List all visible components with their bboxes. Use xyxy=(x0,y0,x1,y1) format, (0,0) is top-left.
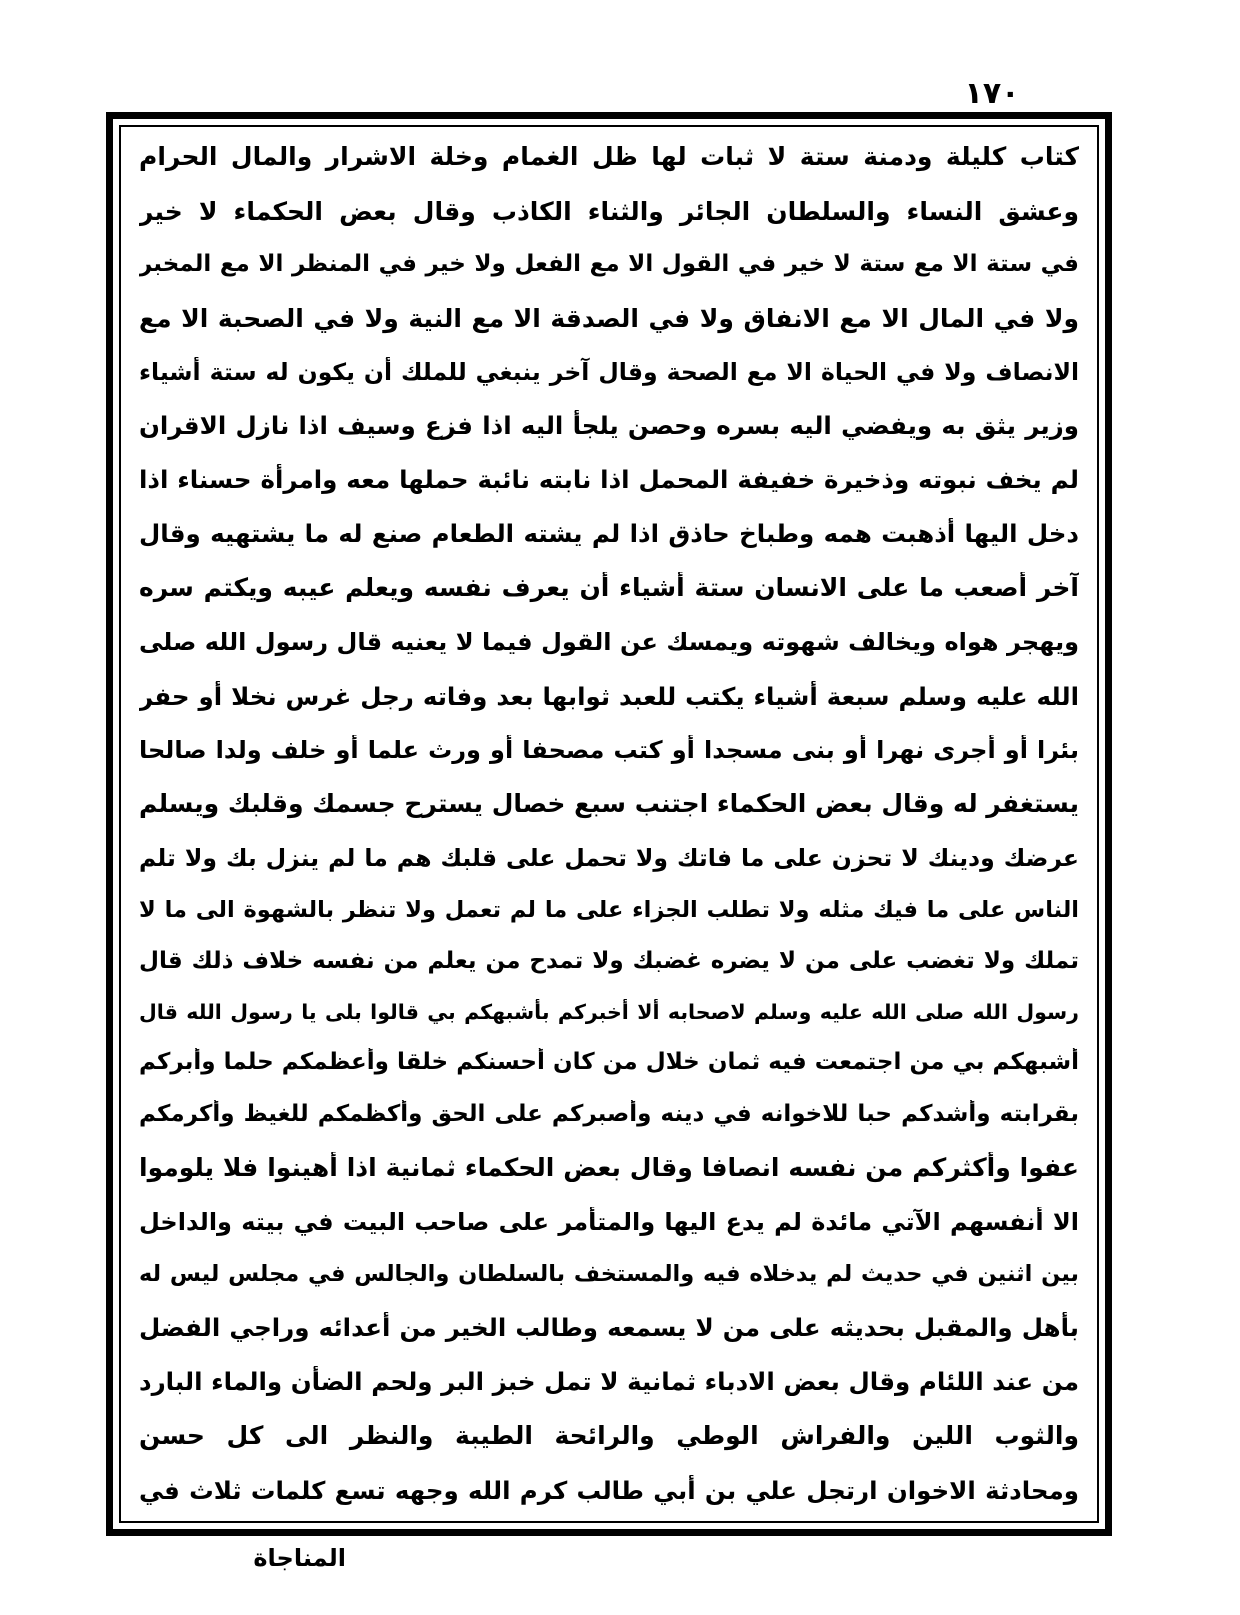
text-block xyxy=(139,141,1079,1507)
text-line: وزير يثق به ويفضي اليه بسره وحصن يلجأ اليه اذا فزع وسيف اذا نازل الاقران xyxy=(139,411,1079,441)
text-line: بئرا أو أجرى نهرا أو بنى مسجدا أو كتب مصحفا أو ورث علما أو خلف ولدا صالحا xyxy=(139,735,1079,764)
text-line: تملك ولا تغضب على من لا يضره غضبك ولا تمدح من يعلم من نفسه خلاف ذلك قال xyxy=(139,948,1079,974)
text-line: دخل اليها أذهبت همه وطباخ حاذق اذا لم يشته الطعام صنع له ما يشتهيه وقال xyxy=(139,519,1079,549)
text-line: أشبهكم بي من اجتمعت فيه ثمان خلال من كان أحسنكم خلقا وأعظمكم حلما وأبركم xyxy=(139,1049,1079,1075)
catchword: المناجاة xyxy=(253,1544,346,1572)
text-line: الله عليه وسلم سبعة أشياء يكتب للعبد ثوابها بعد وفاته رجل غرس نخلا أو حفر xyxy=(139,681,1079,711)
text-line: آخر أصعب ما على الانسان ستة أشياء أن يعرف نفسه ويعلم عيبه ويكتم سره xyxy=(139,573,1079,603)
page-border xyxy=(106,112,1112,1536)
text-line: عرضك ودينك لا تحزن على ما فاتك ولا تحمل على قلبك هم ما لم ينزل بك ولا تلم xyxy=(139,843,1079,872)
text-line: من عند اللئام وقال بعض الادباء ثمانية لا تمل خبز البر ولحم الضأن والماء البارد xyxy=(139,1366,1079,1396)
text-line: الا أنفسهم الآتي مائدة لم يدع اليها والمتأمر على صاحب البيت في بيته والداخل xyxy=(139,1207,1079,1236)
text-line: بين اثنين في حديث لم يدخلاه فيه والمستخف بالسلطان والجالس في مجلس ليس له xyxy=(139,1261,1079,1288)
text-line: الانصاف ولا في الحياة الا مع الصحة وقال آخر ينبغي للملك أن يكون له ستة أشياء xyxy=(139,358,1079,387)
text-line: ولا في المال الا مع الانفاق ولا في الصدقة الا مع النية ولا في الصحبة الا مع xyxy=(139,303,1079,333)
text-line: يستغفر له وقال بعض الحكماء اجتنب سبع خصال يسترح جسمك وقلبك ويسلم xyxy=(139,789,1079,818)
text-line: والثوب اللين والفراش الوطي والرائحة الطيبة والنظر الى كل حسن xyxy=(139,1421,1079,1451)
text-line: في ستة الا مع ستة لا خير في القول الا مع الفعل ولا خير في المنظر الا مع المخبر xyxy=(139,251,1079,278)
inner-border xyxy=(119,125,1099,1523)
text-line: بأهل والمقبل بحديثه على من لا يسمعه وطالب الخير من أعدائه وراجي الفضل xyxy=(139,1312,1079,1342)
text-line: لم يخف نبوته وذخيرة خفيفة المحمل اذا نابته نائبة حملها معه وامرأة حسناء اذا xyxy=(139,465,1079,495)
text-line: كتاب كليلة ودمنة ستة لا ثبات لها ظل الغمام وخلة الاشرار والمال الحرام xyxy=(139,142,1079,171)
text-line: الناس على ما فيك مثله ولا تطلب الجزاء على ما لم تعمل ولا تنظر بالشهوة الى ما لا xyxy=(139,896,1079,923)
page-number: ١٧٠ xyxy=(964,76,1020,111)
text-line: عفوا وأكثركم من نفسه انصافا وقال بعض الحكماء ثمانية اذا أهينوا فلا يلوموا xyxy=(139,1153,1079,1183)
text-line: ومحادثة الاخوان ارتجل علي بن أبي طالب كرم الله وجهه تسع كلمات ثلاث في xyxy=(139,1475,1079,1505)
text-line: وعشق النساء والسلطان الجائر والثناء الكاذب وقال بعض الحكماء لا خير xyxy=(139,196,1079,226)
text-line: ويهجر هواه ويخالف شهوته ويمسك عن القول فيما لا يعنيه قال رسول الله صلى xyxy=(139,628,1079,657)
text-line: بقرابته وأشدكم حبا للاخوانه في دينه وأصبركم على الحق وأكظمكم للغيظ وأكرمكم xyxy=(139,1101,1079,1128)
text-line: رسول الله صلى الله عليه وسلم لاصحابه ألا أخبركم بأشبهكم بي قالوا بلى يا رسول الله قال xyxy=(139,1000,1079,1025)
